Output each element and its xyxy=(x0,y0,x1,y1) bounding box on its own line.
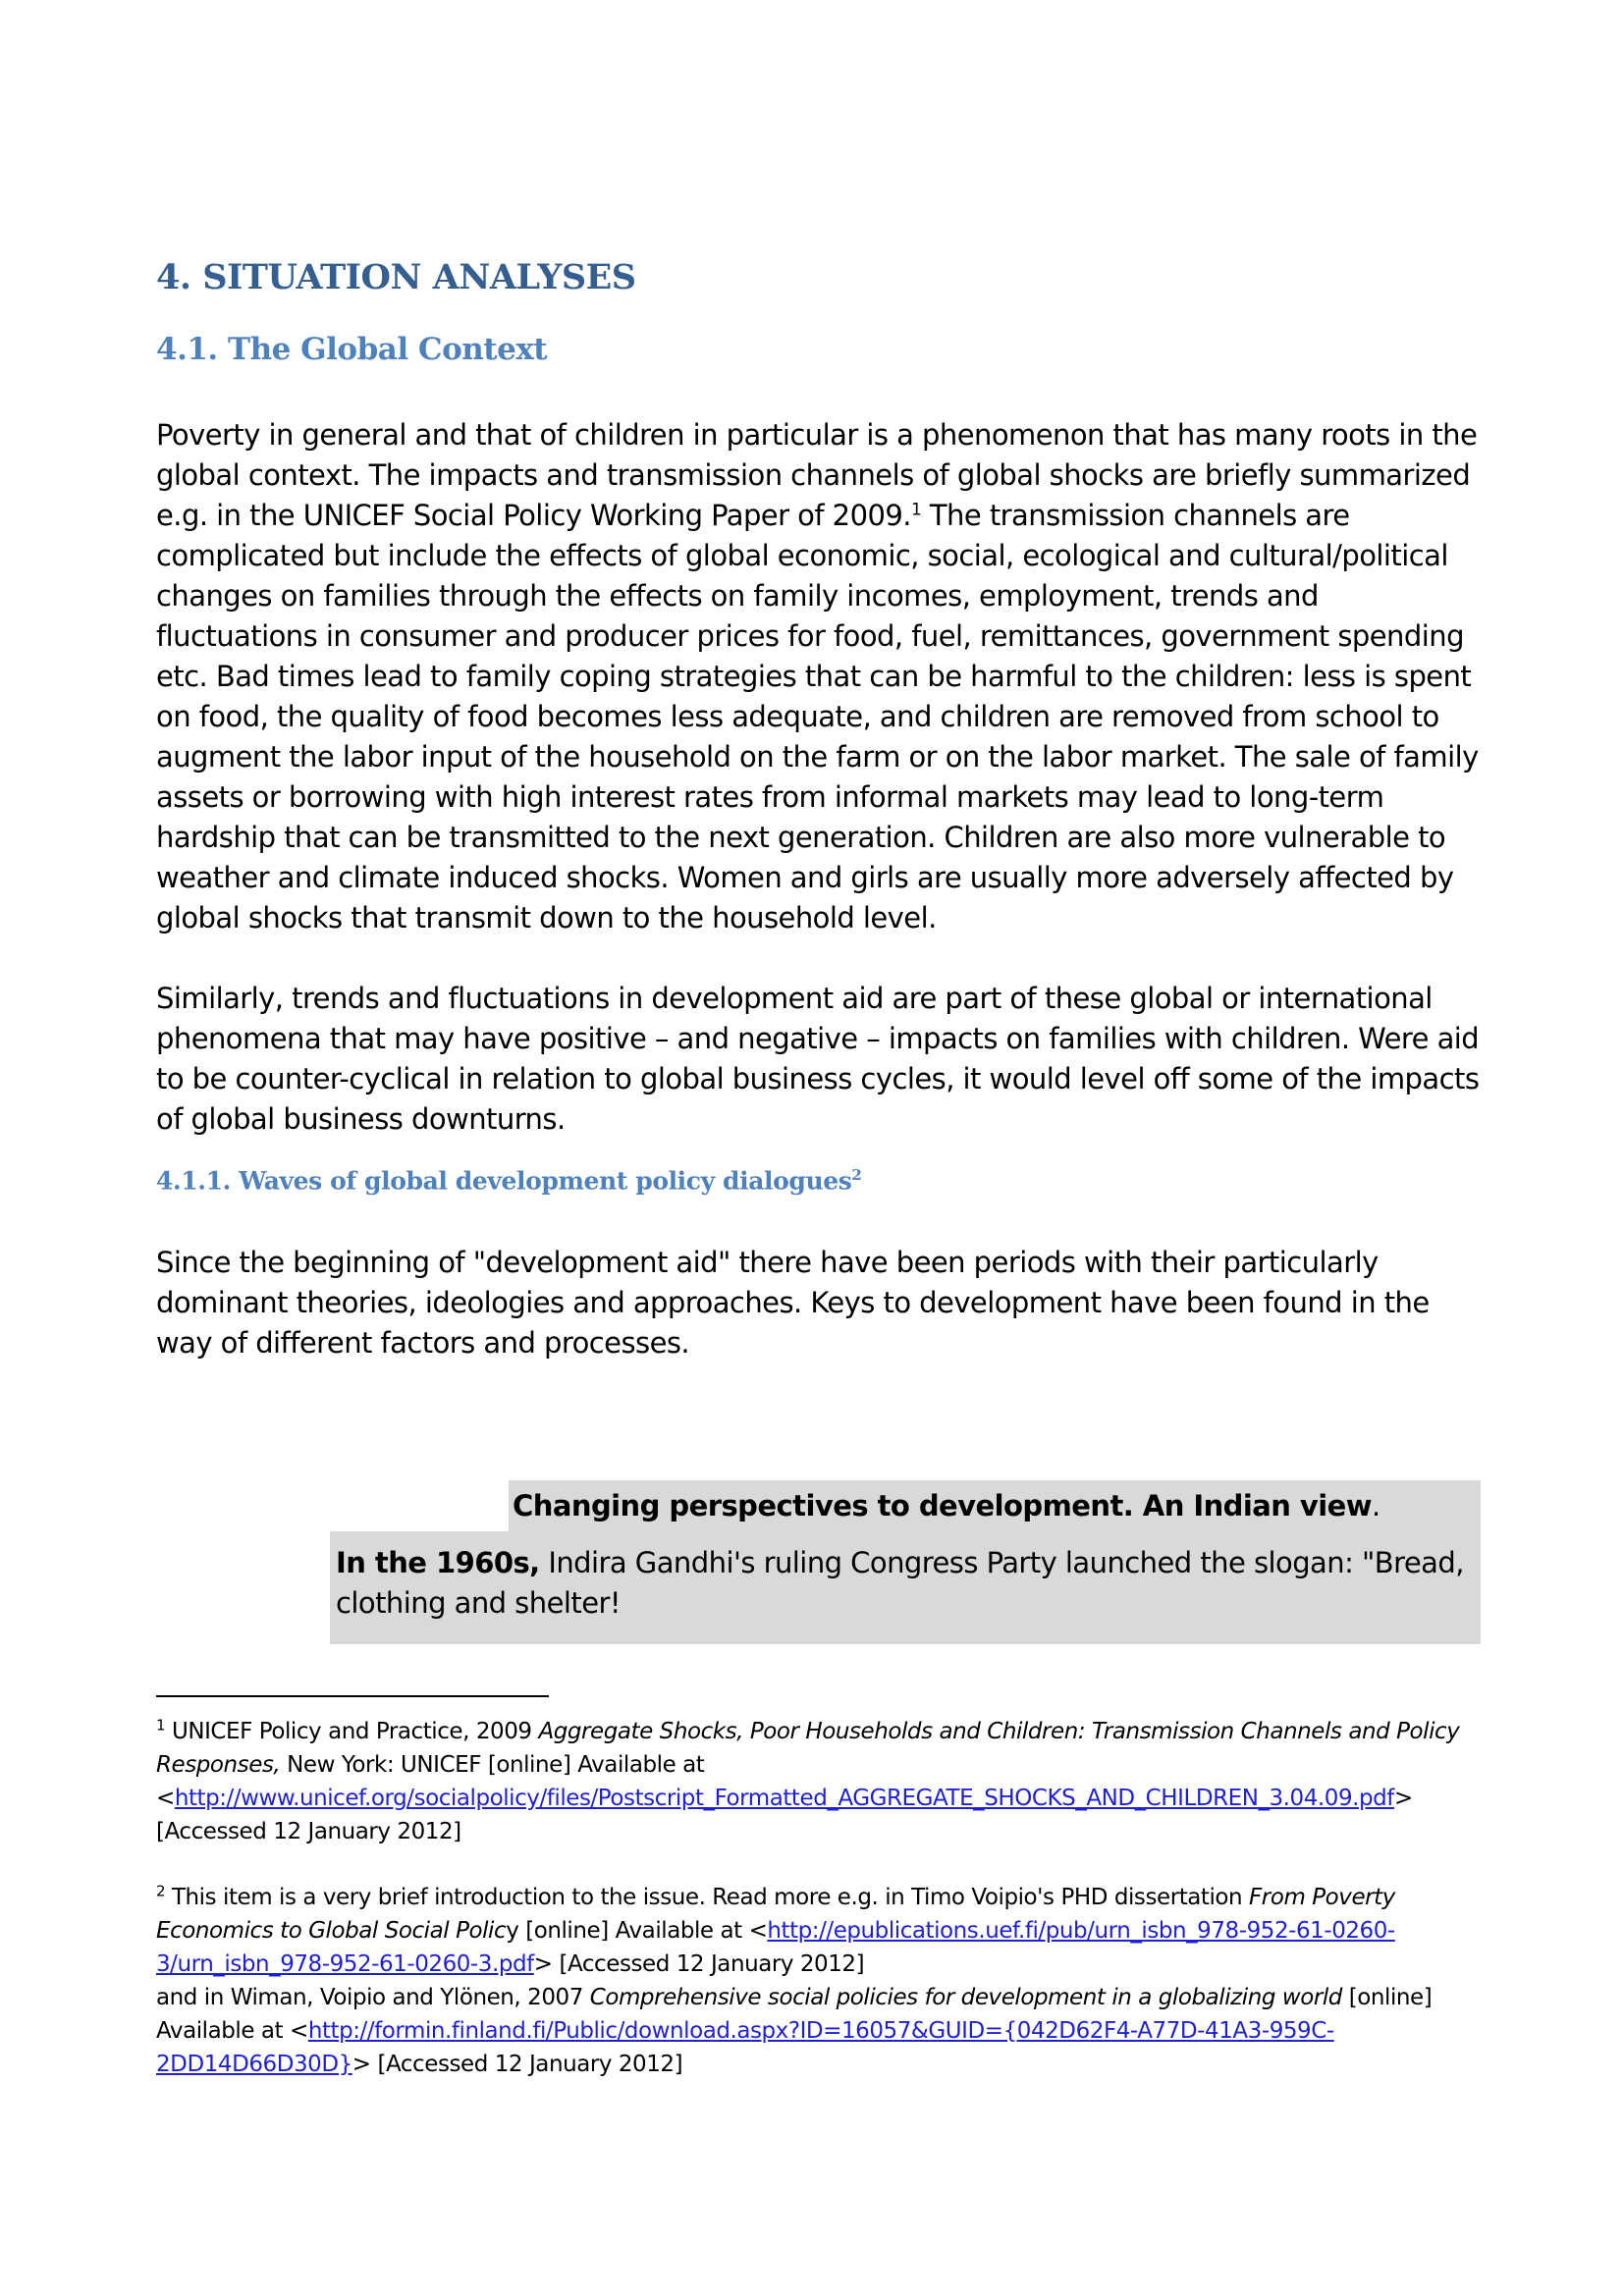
callout-box-title xyxy=(509,1480,1481,1531)
footnote-2-number: 2 xyxy=(156,1882,166,1900)
paragraph-text: The transmission channels are complicated but include the effects of global economic, social, ecological and cultural/political changes on families through the effects on family incomes, employment, trends and fluctuations in consumer and producer prices for food, fuel, remittances, government spending etc. Bad times lead to family coping strategies that can be harmful to the children: less is spent on food, the quality of food becomes less adequate, and children are removed from school to augment the labor input of the household on the farm or on the labor market. The sale of family assets or borrowing with high interest rates from informal markets may lead to long-term hardship that can be transmitted to the next generation. Children are also more vulnerable to weather and climate induced shocks. Women and girls are usually more adversely affected by global shocks that transmit down to the household level. xyxy=(156,499,1479,934)
footnote-text: > [Accessed 12 January 2012] xyxy=(156,1786,1413,1844)
footnote-separator xyxy=(156,1695,549,1697)
subsection-heading: 4.1. The Global Context xyxy=(156,332,548,367)
callout-body-text: Indira Gandhi's ruling Congress Party launched the slogan: "Bread, clothing and shelter! xyxy=(336,1546,1464,1620)
footnote-text: y [online] Available at < xyxy=(506,1918,768,1944)
footnote-2-link-b[interactable]: http://formin.finland.fi/Public/download.aspx?ID=16057&GUID={042D62F4-A77D-41A3-959C-2DD14D66D30D} xyxy=(156,2018,1334,2077)
footnote-text: [online] Available at < xyxy=(156,1985,1433,2044)
callout-title-text: Changing perspectives to development. An Indian view xyxy=(513,1489,1373,1522)
callout-box-body xyxy=(330,1531,1481,1644)
subsubsection-heading-text: 4.1.1. Waves of global development policy dialogues xyxy=(156,1166,852,1196)
section-heading: 4. SITUATION ANALYSES xyxy=(156,257,636,297)
footnote-2-link-a[interactable]: http://epublications.uef.fi/pub/urn_isbn_978-952-61-0260-3/urn_isbn_978-952-61-0260-3.pdf xyxy=(156,1918,1395,1977)
footnote-text: > [Accessed 12 January 2012] xyxy=(352,2052,683,2077)
footnote-title: From Poverty Economics to Global Social Polic xyxy=(156,1885,1395,1944)
footnote-title: Comprehensive social policies for development in a globalizing world xyxy=(589,1985,1342,2010)
footnote-text: and in Wiman, Voipio and Ylönen, 2007 xyxy=(156,1985,590,2010)
footnote-1-link[interactable]: http://www.unicef.org/socialpolicy/files/Postscript_Formatted_AGGREGATE_SHOCKS_AND_CHILDREN_3.04.09.pdf xyxy=(174,1786,1394,1811)
footnote-text: > [Accessed 12 January 2012] xyxy=(533,1951,865,1977)
footnote-ref-1[interactable]: 1 xyxy=(910,500,922,520)
subsubsection-heading xyxy=(156,1166,861,1195)
paragraph-development-aid: Similarly, trends and fluctuations in development aid are part of these global or international phenomena that may have positive – and negative – impacts on families with children. Were aid to be counter-cyclical in relation to global business cycles, it would level off some of the impacts of global business downturns. xyxy=(156,982,1480,1136)
paragraph-global-context xyxy=(156,415,1482,938)
callout-body-lead: In the 1960s, xyxy=(336,1546,540,1579)
footnote-2 xyxy=(156,1881,1491,2081)
footnote-text: This item is a very brief introduction to the issue. Read more e.g. in Timo Voipio's PHD dissertation xyxy=(165,1885,1250,1910)
footnote-text: New York: UNICEF [online] Available at < xyxy=(156,1752,705,1811)
footnote-1-number: 1 xyxy=(156,1716,166,1735)
callout-title-period: . xyxy=(1372,1489,1380,1522)
footnote-title: Aggregate Shocks, Poor Households and Children: Transmission Channels and Policy Responses, xyxy=(156,1719,1460,1778)
footnote-text: UNICEF Policy and Practice, 2009 xyxy=(165,1719,539,1744)
footnote-ref-2[interactable]: 2 xyxy=(851,1166,862,1184)
paragraph-text: Poverty in general and that of children in particular is a phenomenon that has many roots in the global context. The impacts and transmission channels of global shocks are briefly summarized e.g. in the UNICEF Social Policy Working Paper of 2009. xyxy=(156,418,1478,532)
footnote-1 xyxy=(156,1715,1491,1848)
paragraph-development-theories: Since the beginning of "development aid" there have been periods with their particularly dominant theories, ideologies and approaches. Keys to development have been found in the way of different factors and processes. xyxy=(156,1246,1430,1360)
